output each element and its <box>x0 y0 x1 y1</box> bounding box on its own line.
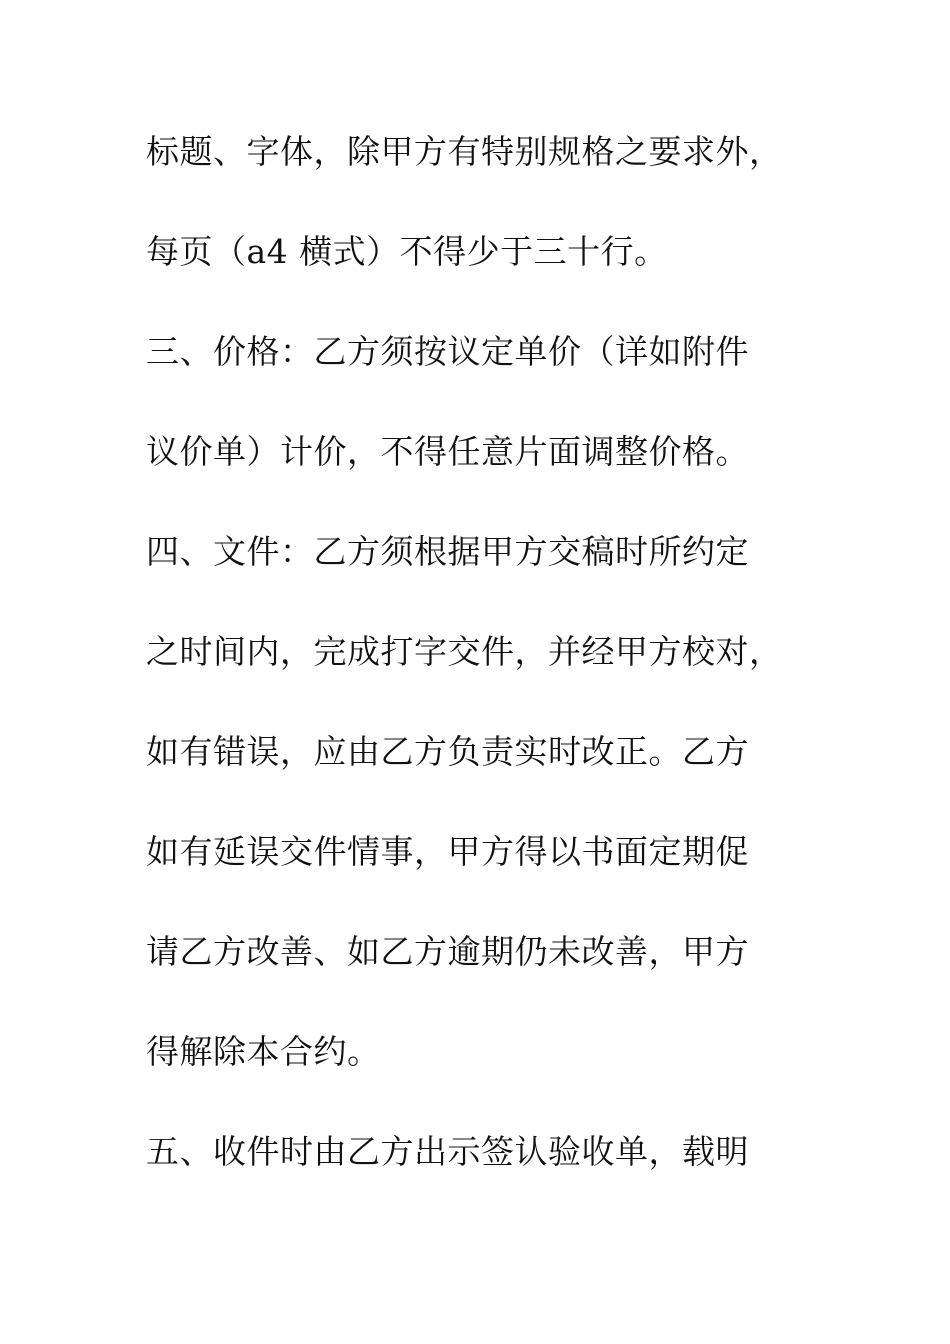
text-line-6: 之时间内，完成打字交件，并经甲方校对， <box>146 632 783 671</box>
text-line-8: 如有延误交件情事，甲方得以书面定期促 <box>146 832 749 871</box>
text-line-2: 每页（a4 横式）不得少于三十行。 <box>146 232 668 271</box>
text-line-11-receipt-clause: 五、收件时由乙方出示签认验收单，载明 <box>146 1132 749 1171</box>
text-line-1: 标题、字体，除甲方有特别规格之要求外， <box>146 132 783 171</box>
text-line-10: 得解除本合约。 <box>146 1032 381 1071</box>
text-line-5-document-clause: 四、文件：乙方须根据甲方交稿时所约定 <box>146 532 749 571</box>
contract-text-block <box>146 122 826 1222</box>
text-line-3-price-clause: 三、价格：乙方须按议定单价（详如附件 <box>146 332 749 371</box>
text-line-9: 请乙方改善、如乙方逾期仍未改善，甲方 <box>146 932 749 971</box>
text-line-4: 议价单）计价，不得任意片面调整价格。 <box>146 432 749 471</box>
text-line-7: 如有错误，应由乙方负责实时改正。乙方 <box>146 732 749 771</box>
